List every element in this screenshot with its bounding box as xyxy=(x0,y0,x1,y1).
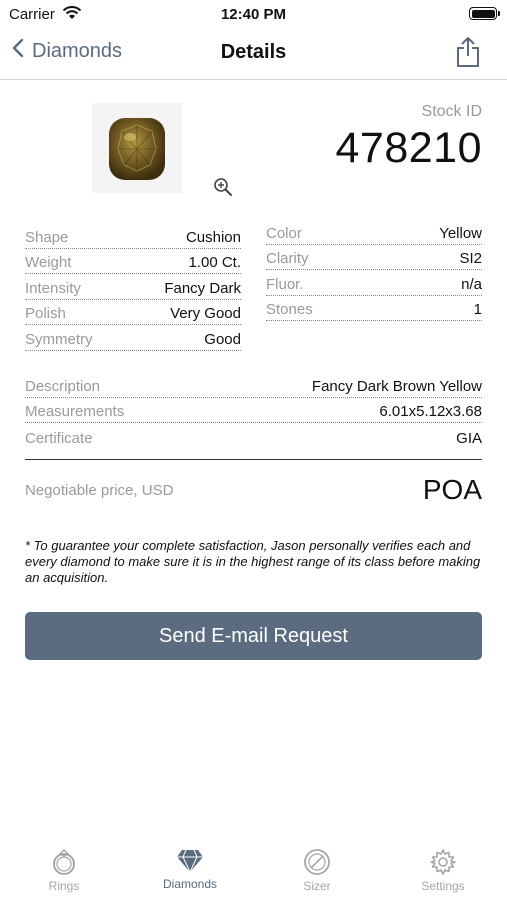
magnifier-plus-icon xyxy=(212,176,234,198)
spec-value: 1.00 Ct. xyxy=(188,254,241,272)
spec-key: Fluor. xyxy=(266,275,304,293)
navigation-bar xyxy=(0,28,507,80)
spec-row-intensity xyxy=(25,274,241,300)
spec-value: Yellow xyxy=(439,224,482,242)
spec-row-clarity xyxy=(266,245,482,271)
back-button[interactable] xyxy=(12,38,122,64)
left-spec-table xyxy=(25,223,241,351)
spec-value: Fancy Dark xyxy=(164,279,241,297)
tab-label: Settings xyxy=(421,879,465,893)
spec-row-symmetry xyxy=(25,325,241,351)
back-button-label: Diamonds xyxy=(32,39,123,62)
detail-row-certificate xyxy=(25,423,482,449)
details-table xyxy=(25,372,482,449)
spec-value: Cushion xyxy=(185,228,241,246)
tab-label: Sizer xyxy=(303,879,331,893)
sizer-icon xyxy=(303,848,331,876)
detail-value: GIA xyxy=(456,429,482,447)
spec-row-polish xyxy=(25,300,241,326)
tab-rings[interactable] xyxy=(14,848,114,893)
price-label: Negotiable price, USD xyxy=(25,482,174,499)
spec-key: Color xyxy=(266,224,302,242)
spec-value: Very Good xyxy=(170,305,241,323)
spec-key: Clarity xyxy=(266,250,309,268)
divider xyxy=(25,459,482,460)
spec-key: Shape xyxy=(25,228,69,246)
spec-value: SI2 xyxy=(459,250,482,268)
spec-key: Intensity xyxy=(25,279,81,297)
spec-row-weight xyxy=(25,249,241,275)
tab-bar xyxy=(0,840,507,900)
carrier-label: Carrier xyxy=(9,6,55,23)
chevron-left-icon xyxy=(12,38,24,64)
spec-key: Weight xyxy=(25,254,72,272)
detail-value: Fancy Dark Brown Yellow xyxy=(311,377,482,395)
spec-row-shape xyxy=(25,223,241,249)
battery-icon xyxy=(469,7,497,20)
diamond-icon xyxy=(175,848,205,874)
detail-row-measurements xyxy=(25,398,482,424)
spec-row-color xyxy=(266,219,482,245)
tab-diamonds[interactable] xyxy=(140,848,240,891)
spec-row-stones xyxy=(266,296,482,322)
right-spec-table xyxy=(266,219,482,321)
status-bar xyxy=(0,0,507,28)
tab-settings[interactable] xyxy=(393,848,493,893)
gear-icon xyxy=(429,848,457,876)
send-email-request-button[interactable]: Send E-mail Request xyxy=(25,612,482,660)
spec-row-fluor xyxy=(266,270,482,296)
share-icon xyxy=(455,36,481,68)
clock: 12:40 PM xyxy=(220,6,287,23)
price-value: POA xyxy=(422,474,482,505)
spec-key: Polish xyxy=(25,305,66,323)
detail-value: 6.01x5.12x3.68 xyxy=(379,403,482,421)
share-button[interactable] xyxy=(455,36,481,73)
spec-value: 1 xyxy=(473,301,482,319)
tab-sizer[interactable] xyxy=(267,848,367,893)
zoom-in-button[interactable] xyxy=(212,176,234,203)
spec-key: Symmetry xyxy=(25,330,93,348)
spec-value: n/a xyxy=(461,275,482,293)
spec-key: Stones xyxy=(266,301,313,319)
spec-value: Good xyxy=(204,330,241,348)
detail-key: Certificate xyxy=(25,429,93,447)
ring-icon xyxy=(50,848,78,876)
tab-label: Rings xyxy=(48,879,80,893)
tab-label: Diamonds xyxy=(162,877,218,891)
stock-id-value: 478210 xyxy=(335,124,482,172)
detail-row-description xyxy=(25,372,482,398)
detail-key: Description xyxy=(25,377,101,395)
satisfaction-note: * To guarantee your complete satisfaction, Jason personally verifies each and every diamond to make sure it is in the highest range of its class before making an acquisition. xyxy=(25,538,481,585)
diamond-image[interactable] xyxy=(92,103,182,193)
page-title: Details xyxy=(220,41,287,63)
detail-key: Measurements xyxy=(25,403,125,421)
stock-id-label: Stock ID xyxy=(421,103,482,120)
